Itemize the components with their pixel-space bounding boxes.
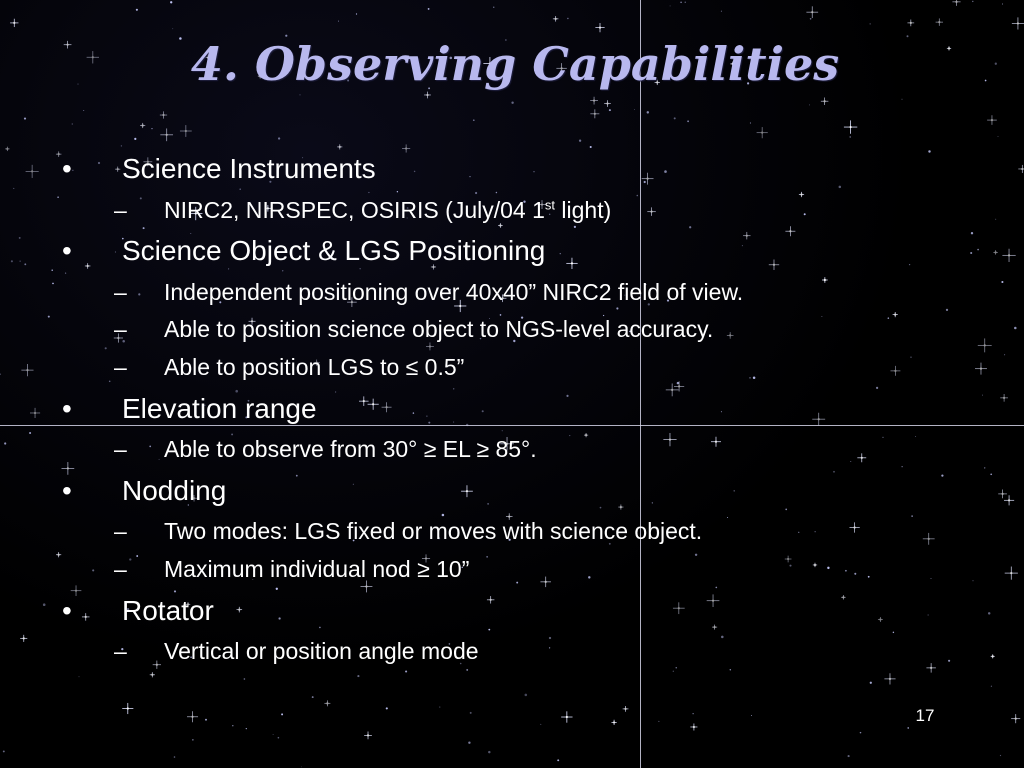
bullet-marker: • [62, 475, 72, 506]
bullet-label: Science Instruments [122, 153, 376, 184]
sub-bullet-text: Independent positioning over 40x40” NIRC2 field of view. [164, 279, 744, 305]
sub-bullet-item [114, 554, 470, 584]
sub-bullet-item [114, 314, 714, 344]
sub-bullet-item [114, 352, 465, 382]
sub-bullet-text-tail: light) [555, 197, 612, 223]
sub-bullet-text: Maximum individual nod ≥ 10” [164, 556, 470, 582]
slide-title: 4. Observing Capabilities [190, 37, 840, 91]
bullet-item [62, 392, 317, 426]
sub-bullet-marker: – [114, 279, 127, 305]
bullet-item [62, 152, 376, 186]
bullet-label: Nodding [122, 475, 227, 506]
bullet-marker: • [62, 595, 72, 626]
bullet-marker: • [62, 393, 72, 424]
sub-bullet-marker: – [114, 197, 127, 223]
sub-bullet-text: Two modes: LGS fixed or moves with science object. [164, 518, 703, 544]
sub-bullet-marker: – [114, 354, 127, 380]
bullet-marker: • [62, 153, 72, 184]
bullet-label: Elevation range [122, 393, 317, 424]
sub-bullet-marker: – [114, 316, 127, 342]
sub-bullet-item [114, 434, 537, 464]
bullet-item [62, 234, 546, 268]
sub-bullet-item [114, 516, 703, 546]
superscript: st [544, 197, 556, 213]
bullet-marker: • [62, 235, 72, 266]
sub-bullet-text: Able to position science object to NGS-level accuracy. [164, 316, 714, 342]
sub-bullet-item [114, 195, 612, 225]
sub-bullet-item [114, 636, 479, 666]
sub-bullet-marker: – [114, 556, 127, 582]
sub-bullet-marker: – [114, 638, 127, 664]
sub-bullet-marker: – [114, 518, 127, 544]
bullet-label: Science Object & LGS Positioning [122, 235, 546, 266]
sub-bullet-item [114, 277, 744, 307]
bullet-item [62, 474, 227, 508]
bullet-item [62, 594, 214, 628]
sub-bullet-text: Able to position LGS to ≤ 0.5” [164, 354, 465, 380]
sub-bullet-text: NIRC2, NIRSPEC, OSIRIS (July/04 1 [164, 197, 545, 223]
sub-bullet-marker: – [114, 436, 127, 462]
sub-bullet-text: Able to observe from 30° ≥ EL ≥ 85°. [164, 436, 537, 462]
page-number: 17 [915, 706, 935, 725]
bullet-label: Rotator [122, 595, 214, 626]
sub-bullet-text: Vertical or position angle mode [164, 638, 479, 664]
